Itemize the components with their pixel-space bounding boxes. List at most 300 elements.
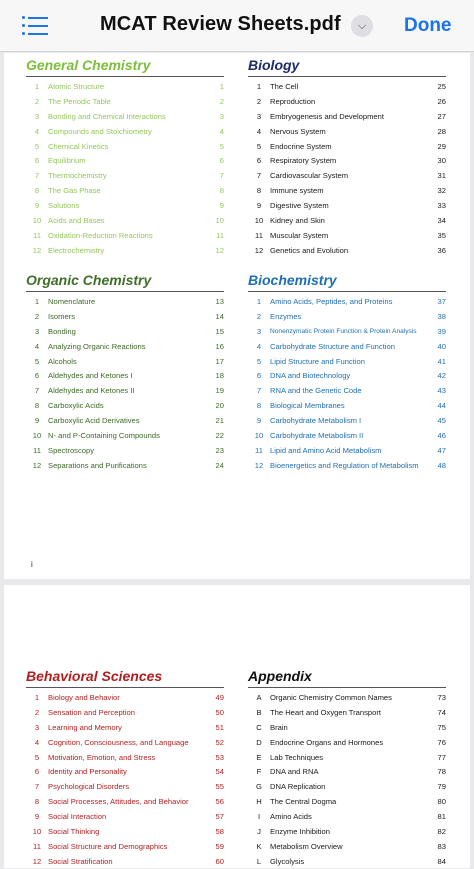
toc-entry-label: Social Processes, Attitudes, and Behavior (48, 797, 189, 807)
toc-entry[interactable] (26, 750, 224, 765)
toc-entry[interactable] (248, 750, 446, 765)
toc-entry-number: 10 (32, 430, 42, 440)
page-number: i (31, 560, 33, 569)
toc-entry-page: 74 (437, 707, 446, 717)
toc-entry-number: A (256, 692, 262, 702)
toc-entry[interactable] (248, 413, 446, 428)
toc-entry-page: 15 (215, 326, 224, 336)
toc-entry[interactable] (248, 79, 446, 94)
toc-entry-page: 45 (437, 416, 446, 426)
toc-entry[interactable] (26, 124, 224, 139)
toc-entry-page: 1 (219, 81, 224, 91)
toc-entry-page: 55 (215, 782, 224, 792)
toc-entry[interactable] (26, 153, 224, 168)
toc-entry-number: 6 (34, 371, 40, 381)
toc-entry-label: The Central Dogma (270, 797, 337, 807)
toc-entry-number: 10 (32, 826, 42, 836)
toc-entry[interactable] (26, 839, 224, 854)
toc-entry-number: 2 (256, 311, 262, 321)
toc-entry-label: Lipid and Amino Acid Metabolism (270, 445, 382, 455)
toc-entry[interactable] (26, 79, 224, 94)
toc-entry-number: 12 (32, 856, 42, 866)
toc-entry-page: 17 (215, 356, 224, 366)
toc-entry[interactable] (248, 324, 446, 339)
toc-entry-page: 54 (215, 767, 224, 777)
toc-entry-label: Brain (270, 722, 288, 732)
toc-entry-label: Nomenclature (48, 296, 96, 306)
toc-entry-number: 3 (256, 111, 262, 121)
toc-entry-label: The Cell (270, 81, 299, 91)
toc-entry-label: Identity and Personality (48, 767, 127, 777)
toc-entry[interactable] (26, 94, 224, 109)
toc-entry-page: 75 (437, 722, 446, 732)
toc-entry-number: 12 (254, 245, 264, 255)
toc-entry[interactable] (248, 824, 446, 839)
toc-entry-label: Aldehydes and Ketones II (48, 386, 135, 396)
toc-entry-label: Sensation and Perception (48, 707, 135, 717)
done-button[interactable]: Done (404, 15, 452, 36)
toc-entry-number: 7 (34, 171, 40, 181)
pdf-page-1 (4, 53, 470, 579)
toc-entry-page: 4 (219, 126, 224, 136)
toc-entry-page: 28 (437, 126, 446, 136)
toc-entry-number: F (256, 767, 262, 777)
toc-entry[interactable] (26, 794, 224, 809)
toc-entry-label: Endocrine Organs and Hormones (270, 737, 384, 747)
toc-entry[interactable] (26, 705, 224, 720)
toc-entry[interactable] (248, 368, 446, 383)
toc-entry[interactable] (248, 294, 446, 309)
toc-entry-page: 35 (437, 230, 446, 240)
toc-entry-page: 27 (437, 111, 446, 121)
toc-entry-page: 56 (215, 797, 224, 807)
toc-entry[interactable] (248, 339, 446, 354)
toc-entry[interactable] (248, 443, 446, 458)
toc-entry-page: 36 (437, 245, 446, 255)
toc-entry-label: Amino Acids (270, 812, 312, 822)
toc-entry-page: 33 (437, 201, 446, 211)
toc-entry-page: 79 (437, 782, 446, 792)
toc-entry-number: 7 (256, 171, 262, 181)
toc-entry[interactable] (26, 168, 224, 183)
toc-entry-label: Immune system (270, 186, 324, 196)
toc-entry-page: 31 (437, 171, 446, 181)
toc-entry-page: 84 (437, 856, 446, 866)
toc-entry-number: 1 (256, 81, 262, 91)
toc-entry-number: H (256, 797, 262, 807)
toc-entry-number: J (257, 826, 261, 836)
toc-entry-number: 5 (34, 752, 40, 762)
document-title[interactable]: MCAT Review Sheets.pdf (100, 13, 341, 35)
toc-entry-page: 7 (219, 171, 224, 181)
toc-entry-label: Learning and Memory (48, 722, 122, 732)
toc-entry-label: Digestive System (270, 201, 329, 211)
toc-entry-label: Bonding and Chemical Interactions (48, 111, 166, 121)
toc-entry-label: Carboxylic Acids (48, 401, 104, 411)
toc-entry-label: Muscular System (270, 230, 329, 240)
toc-entry-page: 44 (437, 401, 446, 411)
toc-entry-label: Metabolism Overview (270, 841, 343, 851)
toc-entry[interactable] (26, 324, 224, 339)
toc-entry[interactable] (26, 109, 224, 124)
section-general-chemistry (26, 57, 224, 258)
toc-entry-page: 83 (437, 841, 446, 851)
toc-entry-number: 9 (256, 416, 262, 426)
toc-entry-label: Isomers (48, 311, 76, 321)
toc-entry[interactable] (26, 183, 224, 198)
toc-entry-number: I (257, 812, 261, 822)
toc-entry-number: 9 (34, 201, 40, 211)
section-behavioral-sciences (26, 668, 224, 869)
section-title: Biology (248, 57, 446, 77)
toc-entry-label: Nonenzymatic Protein Function & Protein Analysis (270, 327, 417, 335)
chevron-down-icon[interactable]: ⌵ (351, 15, 373, 37)
toc-entry-label: The Periodic Table (48, 96, 111, 106)
toc-entry-number: 2 (34, 707, 40, 717)
toc-entry-number: 4 (34, 737, 40, 747)
toc-entry-page: 58 (215, 826, 224, 836)
toc-entry-label: Amino Acids, Peptides, and Proteins (270, 296, 393, 306)
toc-entry-number: 5 (34, 141, 40, 151)
list-icon[interactable] (22, 14, 48, 36)
toc-entry-label: DNA and Biotechnology (270, 371, 351, 381)
toc-entry[interactable] (26, 213, 224, 228)
toc-entry-label: DNA Replication (270, 782, 326, 792)
toc-entry-number: 11 (255, 230, 263, 240)
toc-entry-page: 80 (437, 797, 446, 807)
toc-entry-number: G (256, 782, 262, 792)
toc-entry[interactable] (26, 354, 224, 369)
toc-entry-label: Carboxylic Acid Derivatives (48, 416, 140, 426)
toc-entry-label: Glycolysis (270, 856, 305, 866)
toc-entry-label: Electrochemistry (48, 245, 105, 255)
toc-entry-page: 42 (437, 371, 446, 381)
toc-entry-number: 7 (34, 782, 40, 792)
toc-entry[interactable] (26, 690, 224, 705)
toc-entry[interactable] (248, 854, 446, 869)
toc-entry-label: Separations and Purifications (48, 460, 147, 470)
toc-entry-label: Kidney and Skin (270, 215, 325, 225)
toc-entry[interactable] (248, 428, 446, 443)
toc-entry-page: 9 (219, 201, 224, 211)
navigation-bar (0, 0, 474, 52)
toc-entry-number: 10 (32, 215, 42, 225)
toc-entry[interactable] (248, 213, 446, 228)
toc-entry-label: The Heart and Oxygen Transport (270, 707, 382, 717)
toc-entry[interactable] (26, 398, 224, 413)
toc-entry-number: 4 (34, 341, 40, 351)
toc-entry-page: 47 (437, 445, 446, 455)
toc-entry-label: Lipid Structure and Function (270, 356, 365, 366)
toc-entry[interactable] (248, 309, 446, 324)
toc-entry-label: Motivation, Emotion, and Stress (48, 752, 156, 762)
toc-entry-label: Carbohydrate Structure and Function (270, 341, 395, 351)
toc-entry-page: 38 (437, 311, 446, 321)
toc-entry-page: 16 (215, 341, 224, 351)
toc-entry-number: 4 (34, 126, 40, 136)
toc-entry-page: 25 (437, 81, 446, 91)
toc-entry-page: 3 (219, 111, 224, 121)
toc-entry[interactable] (248, 809, 446, 824)
toc-entry-page: 43 (437, 386, 446, 396)
toc-entry[interactable] (248, 243, 446, 258)
toc-entry-page: 20 (215, 401, 224, 411)
toc-entry[interactable] (248, 153, 446, 168)
toc-entry-page: 41 (437, 356, 446, 366)
toc-entry[interactable] (248, 705, 446, 720)
toc-entry-number: 7 (256, 386, 262, 396)
toc-entry[interactable] (248, 198, 446, 213)
toc-entry-page: 77 (437, 752, 446, 762)
toc-entry[interactable] (248, 139, 446, 154)
toc-entry[interactable] (26, 294, 224, 309)
toc-entry-label: Reproduction (270, 96, 316, 106)
toc-entry[interactable] (248, 168, 446, 183)
toc-entry-number: 2 (34, 311, 40, 321)
toc-entry-number: 12 (254, 460, 264, 470)
toc-entry-number: 4 (256, 341, 262, 351)
toc-entry-page: 34 (437, 215, 446, 225)
toc-entry[interactable] (248, 94, 446, 109)
toc-entry-number: 8 (34, 797, 40, 807)
toc-entry[interactable] (248, 735, 446, 750)
toc-entry[interactable] (26, 443, 224, 458)
toc-entry-label: Social Interaction (48, 812, 107, 822)
toc-entry[interactable] (26, 139, 224, 154)
toc-entry-number: 11 (255, 445, 263, 455)
toc-entry-page: 49 (215, 692, 224, 702)
toc-entry[interactable] (26, 198, 224, 213)
toc-entry[interactable] (26, 824, 224, 839)
toc-entry-label: Biological Membranes (270, 401, 345, 411)
toc-entry-page: 13 (215, 296, 224, 306)
toc-entry-number: 3 (34, 111, 40, 121)
toc-entry-label: Social Stratification (48, 856, 113, 866)
toc-entry-number: 2 (256, 96, 262, 106)
section-title: Organic Chemistry (26, 272, 224, 292)
toc-entry[interactable] (26, 309, 224, 324)
toc-entry-number: 1 (34, 692, 40, 702)
toc-entry-label: Cognition, Consciousness, and Language (48, 737, 189, 747)
toc-entry-page: 10 (215, 215, 224, 225)
toc-entry[interactable] (248, 383, 446, 398)
toc-entry-page: 23 (215, 445, 224, 455)
section-organic-chemistry (26, 272, 224, 473)
toc-entry-page: 12 (215, 245, 224, 255)
toc-entry-label: Chemical Kinetics (48, 141, 109, 151)
toc-entry-label: Lab Techniques (270, 752, 324, 762)
toc-entry-number: 9 (256, 201, 262, 211)
toc-entry-page: 39 (437, 326, 446, 336)
toc-entry-label: Carbohydrate Metabolism II (270, 430, 364, 440)
toc-entry-number: 8 (256, 401, 262, 411)
toc-entry-number: 7 (34, 386, 40, 396)
toc-entry-number: 12 (32, 245, 42, 255)
toc-entry-number: 3 (256, 326, 262, 336)
section-title: General Chemistry (26, 57, 224, 77)
toc-entry-label: Analyzing Organic Reactions (48, 341, 146, 351)
section-title: Behavioral Sciences (26, 668, 224, 688)
toc-entry-label: Social Thinking (48, 826, 100, 836)
toc-entry-number: E (256, 752, 262, 762)
toc-entry-page: 57 (215, 812, 224, 822)
toc-entry-page: 22 (215, 430, 224, 440)
toc-entry[interactable] (26, 458, 224, 473)
toc-entry[interactable] (248, 458, 446, 473)
toc-entry[interactable] (26, 243, 224, 258)
toc-entry[interactable] (26, 854, 224, 869)
toc-entry-number: 8 (34, 186, 40, 196)
toc-entry-number: 11 (33, 230, 41, 240)
toc-entry-number: K (256, 841, 262, 851)
toc-entry-label: Endocrine System (270, 141, 332, 151)
toc-entry-label: Respiratory System (270, 156, 337, 166)
toc-entry[interactable] (26, 339, 224, 354)
toc-entry-page: 50 (215, 707, 224, 717)
toc-entry-number: 6 (256, 156, 262, 166)
toc-entry[interactable] (248, 720, 446, 735)
toc-entry-page: 59 (215, 841, 224, 851)
toc-entry-number: 8 (34, 401, 40, 411)
toc-entry[interactable] (248, 764, 446, 779)
toc-entry-label: Solutions (48, 201, 80, 211)
toc-entry-page: 37 (437, 296, 446, 306)
toc-entry-page: 53 (215, 752, 224, 762)
toc-entry[interactable] (26, 720, 224, 735)
toc-entry[interactable] (26, 764, 224, 779)
toc-entry-label: Embryogenesis and Development (270, 111, 384, 121)
toc-entry-page: 46 (437, 430, 446, 440)
toc-entry-label: Social Structure and Demographics (48, 841, 168, 851)
toc-entry-label: Bonding (48, 326, 76, 336)
toc-entry-number: B (256, 707, 262, 717)
toc-entry-page: 48 (437, 460, 446, 470)
toc-entry-label: Genetics and Evolution (270, 245, 349, 255)
toc-entry-number: L (256, 856, 262, 866)
toc-entry[interactable] (248, 183, 446, 198)
toc-entry-number: 1 (34, 81, 40, 91)
toc-entry-label: DNA and RNA (270, 767, 319, 777)
toc-entry-number: 5 (256, 356, 262, 366)
toc-entry[interactable] (248, 779, 446, 794)
toc-entry-number: 12 (32, 460, 42, 470)
toc-entry[interactable] (248, 398, 446, 413)
toc-entry-label: Cardiovascular System (270, 171, 349, 181)
toc-entry-page: 52 (215, 737, 224, 747)
toc-entry-page: 29 (437, 141, 446, 151)
toc-entry[interactable] (26, 228, 224, 243)
toc-entry-number: 8 (256, 186, 262, 196)
toc-entry-label: Bioenergetics and Regulation of Metabolism (270, 460, 419, 470)
toc-entry-page: 5 (219, 141, 224, 151)
toc-entry-page: 24 (215, 460, 224, 470)
toc-entry[interactable] (248, 228, 446, 243)
section-biochemistry (248, 272, 446, 473)
toc-entry-number: 6 (34, 767, 40, 777)
toc-entry-page: 40 (437, 341, 446, 351)
toc-entry-label: Thermochemistry (48, 171, 107, 181)
toc-entry-label: Spectroscopy (48, 445, 95, 455)
toc-entry-page: 18 (215, 371, 224, 381)
toc-entry[interactable] (248, 124, 446, 139)
toc-entry-page: 14 (215, 311, 224, 321)
toc-entry[interactable] (248, 839, 446, 854)
toc-entry-label: RNA and the Genetic Code (270, 386, 362, 396)
section-title: Appendix (248, 668, 446, 688)
pdf-page-2 (4, 585, 470, 868)
toc-entry-number: 5 (34, 356, 40, 366)
toc-entry-number: 9 (34, 812, 40, 822)
toc-entry-number: 1 (34, 296, 40, 306)
toc-entry-number: C (256, 722, 262, 732)
toc-entry-page: 60 (215, 856, 224, 866)
toc-entry-number: 9 (34, 416, 40, 426)
toc-entry-number: 1 (256, 296, 262, 306)
toc-entry[interactable] (26, 809, 224, 824)
toc-entry-page: 73 (437, 692, 446, 702)
toc-entry[interactable] (248, 794, 446, 809)
toc-entry-page: 32 (437, 186, 446, 196)
toc-entry[interactable] (26, 383, 224, 398)
toc-entry[interactable] (26, 428, 224, 443)
toc-entry[interactable] (26, 779, 224, 794)
section-biology (248, 57, 446, 258)
section-appendix (248, 668, 446, 869)
toc-entry-number: 5 (256, 141, 262, 151)
toc-entry-label: Carbohydrate Metabolism I (270, 416, 362, 426)
toc-entry[interactable] (26, 368, 224, 383)
toc-entry-page: 8 (219, 186, 224, 196)
toc-entry[interactable] (248, 109, 446, 124)
toc-entry[interactable] (26, 413, 224, 428)
toc-entry-number: 6 (256, 371, 262, 381)
toc-entry[interactable] (248, 354, 446, 369)
toc-entry-number: 3 (34, 722, 40, 732)
toc-entry-label: Enzyme Inhibition (270, 826, 330, 836)
toc-entry-number: 11 (33, 841, 41, 851)
toc-entry-page: 11 (216, 230, 224, 240)
toc-entry-label: Enzymes (270, 311, 302, 321)
toc-entry-page: 81 (437, 812, 446, 822)
toc-entry-label: Psychological Disorders (48, 782, 130, 792)
toc-entry-label: Nervous System (270, 126, 326, 136)
section-title: Biochemistry (248, 272, 446, 292)
toc-entry-label: Atomic Structure (48, 81, 105, 91)
toc-entry-number: 4 (256, 126, 262, 136)
toc-entry-label: Acids and Bases (48, 215, 105, 225)
toc-entry-page: 21 (215, 416, 224, 426)
toc-entry-label: The Gas Phase (48, 186, 101, 196)
toc-entry-label: Oxidation-Reduction Reactions (48, 230, 153, 240)
toc-entry-number: 10 (254, 430, 264, 440)
toc-entry-label: Alcohols (48, 356, 77, 366)
toc-entry-page: 30 (437, 156, 446, 166)
toc-entry-label: Compounds and Stoichiometry (48, 126, 152, 136)
toc-entry-label: Equilibrium (48, 156, 86, 166)
toc-entry[interactable] (248, 690, 446, 705)
toc-entry-number: 2 (34, 96, 40, 106)
toc-entry-number: D (256, 737, 262, 747)
toc-entry-number: 11 (33, 445, 41, 455)
toc-entry-page: 19 (215, 386, 224, 396)
toc-entry-label: Organic Chemistry Common Names (270, 692, 392, 702)
toc-entry-page: 78 (437, 767, 446, 777)
toc-entry-number: 3 (34, 326, 40, 336)
toc-entry-label: N- and P-Containing Compounds (48, 430, 160, 440)
toc-entry-number: 10 (254, 215, 264, 225)
toc-entry-page: 82 (437, 826, 446, 836)
toc-entry[interactable] (26, 735, 224, 750)
